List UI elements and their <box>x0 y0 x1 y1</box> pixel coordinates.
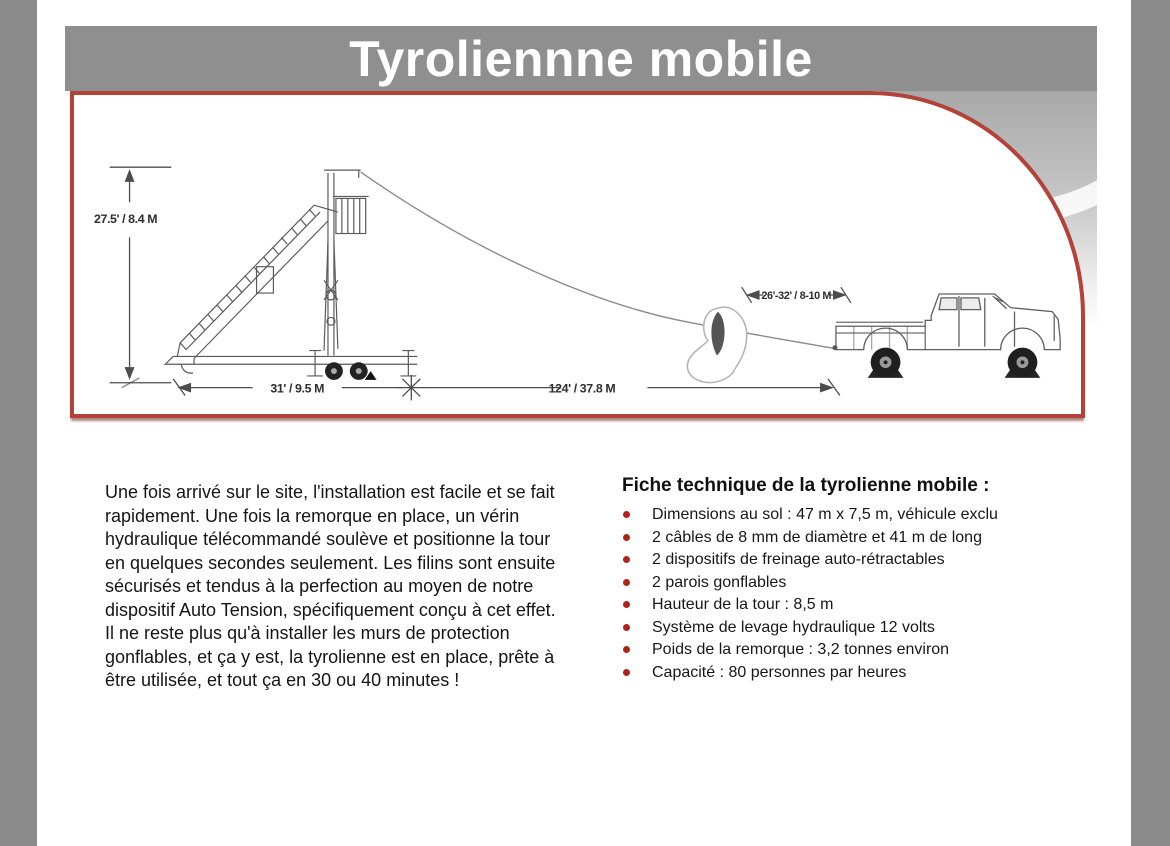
bullet-icon <box>623 534 630 541</box>
bullet-icon <box>623 601 630 608</box>
dimension-label-span: 124' / 37.8 M <box>548 381 616 396</box>
spec-list <box>618 504 1012 683</box>
dimension-label-base: 31' / 9.5 M <box>270 381 325 396</box>
page-title: Tyroliennne mobile <box>349 30 813 87</box>
tower-drawing <box>165 170 417 376</box>
dimension-label-height: 27.5' / 8.4 M <box>93 211 158 226</box>
spec-item: Système de levage hydraulique 12 volts <box>618 617 1012 639</box>
spec-heading: Fiche technique de la tyrolienne mobile : <box>622 475 990 496</box>
spec-item: 2 parois gonflables <box>618 572 1012 594</box>
description-column <box>105 481 563 693</box>
spec-item: Capacité : 80 personnes par heures <box>618 662 1012 684</box>
right-margin-strip <box>1131 0 1170 846</box>
bullet-icon <box>623 556 630 563</box>
bullet-icon <box>623 511 630 518</box>
zipline-diagram <box>74 95 1081 414</box>
spec-item: 2 câbles de 8 mm de diamètre et 41 m de long <box>618 527 1012 549</box>
spec-item: Poids de la remorque : 3,2 tonnes environ <box>618 639 1012 661</box>
bullet-icon <box>623 579 630 586</box>
bullet-icon <box>623 669 630 676</box>
truck-wheels <box>868 348 1041 378</box>
landing-airbag <box>687 307 746 382</box>
left-margin-strip <box>0 0 37 846</box>
height-dimension <box>110 167 172 387</box>
spec-item: Hauteur de la tour : 8,5 m <box>618 594 1012 616</box>
trailer-wheels <box>325 362 377 380</box>
bullet-icon <box>623 624 630 631</box>
spec-item: Dimensions au sol : 47 m x 7,5 m, véhicule exclu <box>618 504 1012 526</box>
spec-item: 2 dispositifs de freinage auto-rétractables <box>618 549 1012 571</box>
diagram-panel <box>70 91 1085 418</box>
title-banner <box>65 26 1097 91</box>
zipline-cable <box>361 172 835 349</box>
spec-column <box>618 474 1038 684</box>
pickup-truck <box>832 294 1060 350</box>
bullet-icon <box>623 646 630 653</box>
description-paragraph: Une fois arrivé sur le site, l'installation est facile et se fait rapidement. Une fois la remorque en place, un vérin hydraulique télécommandé soulève et positionne la tour en quelques secondes seulement. Les filins sont ensuite sécurisés et tendus à la perfection au moyen de notre dispositif Auto Tension, spécifiquement conçu à cet effet. Il ne reste plus qu'à installer les murs de protection gonflables, et ça y est, la tyrolienne est en place, prête à être utilisée, et tout ça en 30 ou 40 minutes ! <box>105 482 556 690</box>
dimension-label-landing: 26'-32' / 8-10 M <box>761 289 832 302</box>
